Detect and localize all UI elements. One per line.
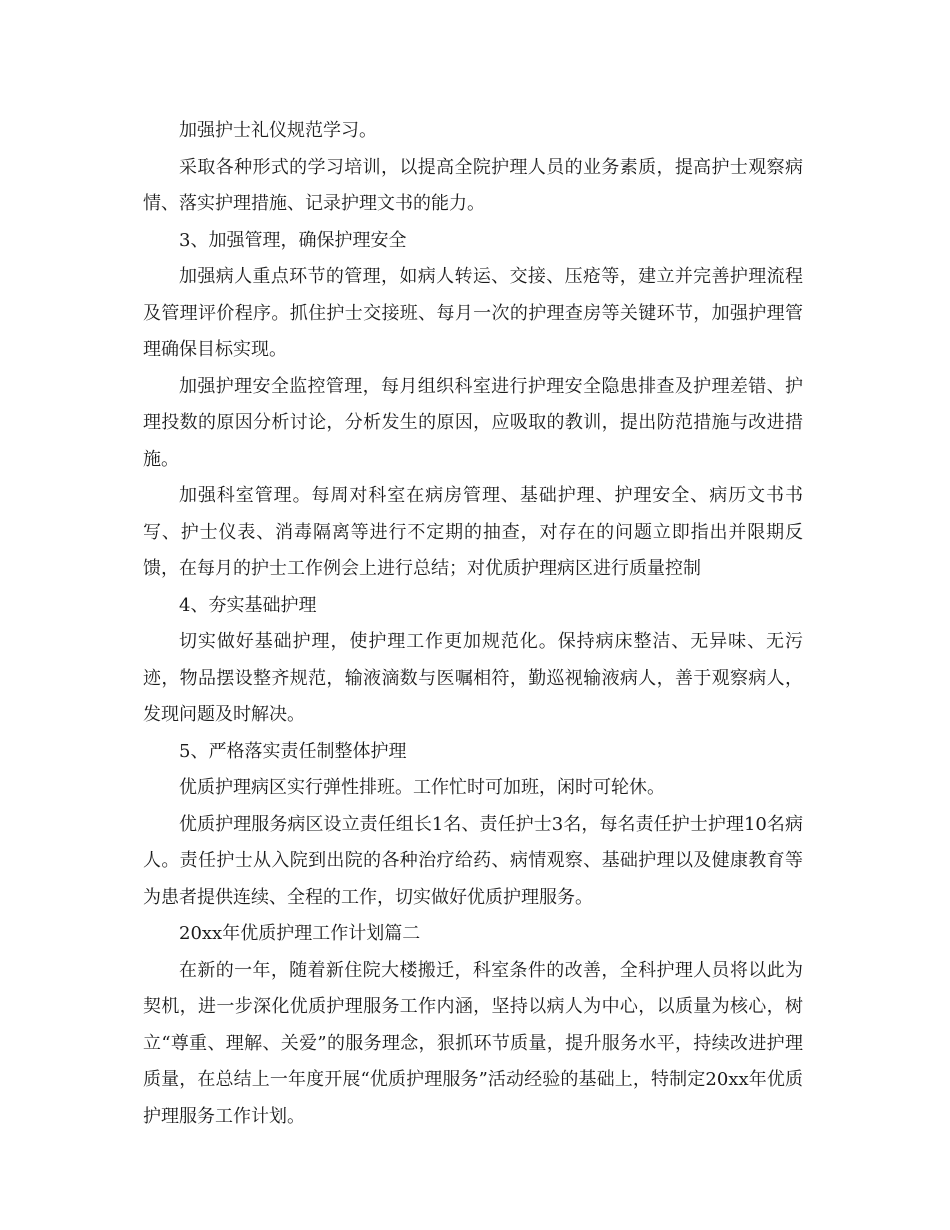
paragraph-training: 采取各种形式的学习培训，以提高全院护理人员的业务素质，提高护士观察病情、落实护理措施、记录护理文书的能力。 [143, 156, 803, 214]
paragraph-safety-monitoring: 加强护理安全监控管理，每月组织科室进行护理安全隐患排查及护理差错、护理投数的原因分析讨论，分析发生的原因，应吸取的教训，提出防范措施与改进措施。 [143, 375, 803, 470]
paragraph-etiquette: 加强护士礼仪规范学习。 [179, 120, 377, 141]
section-heading-4: 4、夯实基础护理 [179, 594, 317, 616]
paragraph-key-links: 加强病人重点环节的管理，如病人转运、交接、压疮等，建立并完善护理流程及管理评价程序。抓住护士交接班、每月一次的护理查房等关键环节，加强护理管理确保目标实现。 [143, 266, 803, 360]
document-body [143, 113, 803, 1135]
paragraph-responsibility-team: 优质护理服务病区设立责任组长1名、责任护士3名，每名责任护士护理10名病人。责任护士从入院到出院的各种治疗给药、病情观察、基础护理以及健康教育等为患者提供连续、全程的工作，切实做好优质护理服务。 [143, 813, 803, 908]
section-heading-5: 5、严格落实责任制整体护理 [179, 740, 407, 762]
section-title-part-two: 20xx年优质护理工作计划篇二 [179, 923, 421, 944]
paragraph-new-year-plan: 在新的一年，随着新住院大楼搬迁，科室条件的改善，全科护理人员将以此为契机，进一步深化优质护理服务工作内涵，坚持以病人为中心，以质量为核心，树立“尊重、理解、关爱”的服务理念，狠抓环节质量，提升服务水平，持续改进护理质量，在总结上一年度开展“优质护理服务”活动经验的基础上，特制定20xx年优质护理服务工作计划。 [143, 959, 803, 1127]
section-heading-3: 3、加强管理，确保护理安全 [179, 229, 407, 251]
paragraph-department-management: 加强科室管理。每周对科室在病房管理、基础护理、护理安全、病历文书书写、护士仪表、消毒隔离等进行不定期的抽查，对存在的问题立即指出并限期反馈，在每月的护士工作例会上进行总结；对优质护理病区进行质量控制 [143, 485, 803, 579]
paragraph-basic-care: 切实做好基础护理，使护理工作更加规范化。保持病床整洁、无异味、无污迹，物品摆设整齐规范，输液滴数与医嘱相符，勤巡视输液病人，善于观察病人，发现问题及时解决。 [143, 631, 803, 725]
paragraph-flexible-shifts: 优质护理病区实行弹性排班。工作忙时可加班，闲时可轮休。 [179, 777, 665, 798]
